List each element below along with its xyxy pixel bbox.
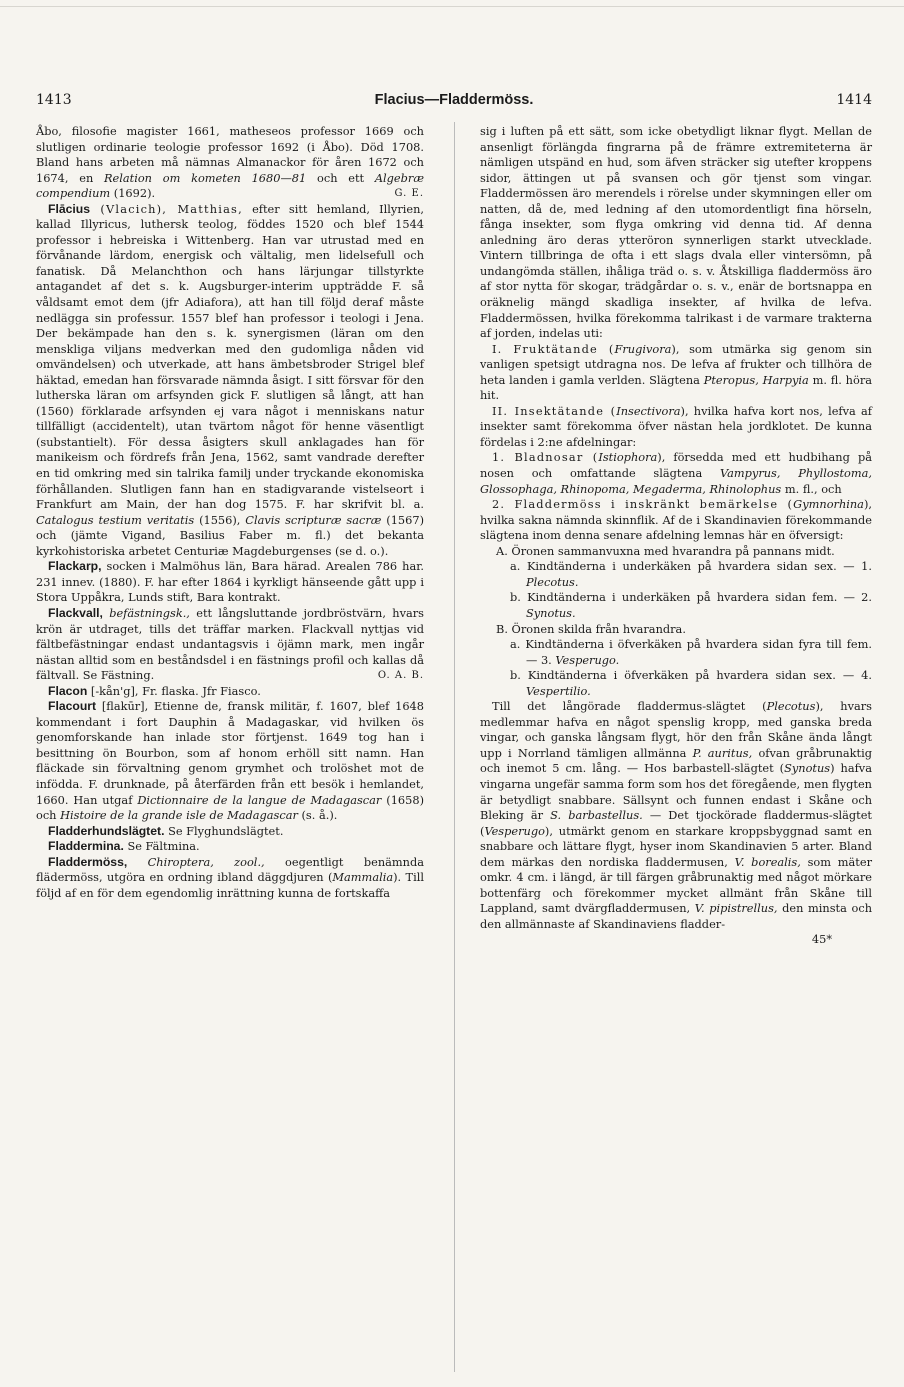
- paragraph: 1. Bladnosar (Istiophora), försedda med ett hudbihang på nosen och omfattande slägtena Vampyrus, Phyllostoma, Glossophaga, Rhinopoma, Megaderma, Rhinolophus m. fl., och: [480, 450, 872, 496]
- key-item: B. Öronen skilda från hvarandra.: [496, 621, 686, 636]
- headword: Flackarp,: [48, 559, 102, 574]
- page-number-left: 1413: [36, 92, 72, 108]
- left-column: [36, 124, 424, 901]
- headword: Flacourt: [48, 699, 97, 714]
- entry-flackvall: Flackvall, befästningsk., ett långsluttande jordbröstvärn, hvars krön är utdraget, tills det träffar marken. Flackvall nyttjas vid fältbefästningar endast undantagsvis i öjämn mark, men ingår nästan alltid som en beståndsdel i en fästnings profil och kallas då fältvall. Se Fästning. O. A. B.: [36, 605, 424, 683]
- paragraph: 2. Fladdermöss i inskränkt bemärkelse (Gymnorhina), hvilka sakna nämnda skinnflik. Af de i Skandinavien förekommande slägtena inom denna senare afdelning lemnas här en öfversigt:: [480, 497, 872, 543]
- entry-flacourt: Flacourt [flakūr], Etienne de, fransk militär, f. 1607, blef 1648 kommendant i fort Dauphin å Madagaskar, vid hvilken ös genomforskande han inlade stor förtjenst. 1649 tog han i besittning ön Bourbon, som af honom erhöll sitt namn. Han fläckade sin förvaltning genom grymhet och trolöshet mot de infödda. F. drunknade, på återfärden från ett besök i hemlandet, 1660. Han utgaf Dictionnaire de la langue de Madagascar (1658) och Histoire de la grande isle de Madagascar (s. å.).: [36, 699, 424, 823]
- right-column: [480, 124, 872, 948]
- headword: Flācius: [48, 201, 90, 216]
- key-item: a. Kindtänderna i underkäken på hvardera sidan sex. — 1. Plecotus.: [510, 559, 872, 589]
- entry-flacon: Flacon [-kån'g], Fr. flaska. Jfr Fiasco.: [48, 683, 261, 698]
- entry-fladderhundslagtet: Fladderhundslägtet. Se Flyghundslägtet.: [48, 823, 284, 838]
- running-head: Flacius—Fladdermöss.: [374, 92, 534, 108]
- page-number-right: 1414: [836, 92, 872, 108]
- author-signature: G. E.: [394, 188, 424, 200]
- paragraph: I. Fruktätande (Frugivora), som utmärka sig genom sin vanligen spetsigt utdragna nos. De lefva af frukter och tillhöra de heta landen i gamla verlden. Slägtena Pteropus, Harpyia m. fl. höra hit.: [480, 341, 873, 403]
- column-divider: [454, 122, 455, 1372]
- headword: Fladdermina.: [48, 839, 124, 854]
- headword: Fladdermöss,: [48, 854, 128, 869]
- headword: Flackvall,: [48, 605, 103, 620]
- headword: Fladderhundslägtet.: [48, 823, 165, 838]
- top-border-rule: [0, 6, 904, 7]
- entry-continuation: Åbo, filosofie magister 1661, matheseos professor 1669 och slutligen ordinarie teologie professor 1692 (i Åbo). Död 1708. Bland hans arbeten må nämnas Almanackor för åren 1672 och 1674, en Relation om kometen 1680—81 och ett Algebræ compendium (1692). G. E.: [36, 124, 424, 201]
- key-item: a. Kindtänderna i öfverkäken på hvardera sidan fyra till fem. — 3. Vesperugo.: [510, 637, 872, 667]
- paragraph: II. Insektätande (Insectivora), hvilka hafva kort nos, lefva af insekter samt förekomma öfver nästan hela jordklotet. De kunna fördelas i 2:ne afdelningar:: [480, 403, 872, 449]
- paragraph: sig i luften på ett sätt, som icke obetydligt liknar flygt. Mellan de ansenligt förlängda fingrarna på de främre extremiteterna är nämligen utspänd en hud, som äfven sträcker sig utefter kroppens sidor, ättingen ut på svansen och gör tjenst som vingar. Fladdermössen äro merendels i rörelse under skymningen eller om natten, då de, med ledning af den utomordentligt fina hörseln, fånga insekter, som flyga omkring vid denna tid. Af denna anledning äro deras ytteröron synnerligen starkt utvecklade. Vintern tillbringa de ofta i ett slags dvala eller vintersömn, på undangömda ställen, ihåliga träd o. s. v. Åtskilliga fladdermöss äro af stor nytta för skogar, trädgårdar o. s. v., enär de bortsnappa en oräknelig mängd skadliga insekter, af hvilka de lefva. Fladdermössen, hvilka förekomma talrikast i de varmare trakterna af jorden, indelas uti:: [480, 124, 872, 341]
- author-signature: O. A. B.: [377, 670, 424, 682]
- printer-signature: 45*: [811, 932, 832, 947]
- entry-fladdermina: Fladdermina. Se Fältmina.: [48, 839, 200, 854]
- entry-flacius: Flācius (Vlacich), Matthias, efter sitt hemland, Illyrien, kallad Illyricus, luthersk teolog, föddes 1520 och blef 1544 professor i hebreiska i Wittenberg. Han var utrustad med en förvånande lärdom, energisk och vältalig, men lidelsefull och fanatisk. Då Melanchthon och hans lärjungar tillstyrkte antagandet af det s. k. Augsburger-interim uppträdde F. så våldsamt emot dem (jfr Adiafora), att han till följd deraf måste nedlägga sin professur. 1557 blef han professor i teologi i Jena. Der bekämpade han den s. k. synergismen (läran om den menskliga viljans medverkan med den gudomliga nåden vid omvändelsen) och utverkade, att hans ämbetsbroder Strigel blef häktad, emedan han försvarade nämnda åsigt. I sitt försvar för den lutherska läran om arfsynden gick F. slutligen så långt, att han (1560) förklarade arfsynden ej vara något i menniskans natur tillfälligt (accidentelt), utan tvärtom något för henne väsentligt (substantielt). För dessa åsigters skull anklagades han för manikeism och fördrefs från Jena, 1562, samt vandrade derefter en tid omkring med sin talrika familj under tryckande ekonomiska förhållanden. Slutligen fann han en stadigvarande vistelseort i Frankfurt am Main, der han dog 1575. F. har skrifvit bl. a. Catalogus testium veritatis (1556), Clavis scripturæ sacræ (1567) och (jämte Vigand, Basilius Faber m. fl.) det bekanta kyrkohistoriska arbetet Centuriæ Magdeburgenses (se d. o.).: [36, 201, 425, 558]
- key-item: A. Öronen sammanvuxna med hvarandra på pannans midt.: [496, 543, 835, 558]
- paragraph: Till det långörade fladdermus-slägtet (Plecotus), hvars medlemmar hafva en något spenslig kropp, med ganska breda vingar, och ganska långsam flygt, hör den från Skåne ända långt upp i Norrland tämligen allmänna P. auritus, ofvan gråbrunaktig och inemot 5 cm. lång. — Hos barbastell-slägtet (Synotus) hafva vingarna ungefär samma form som hos det föregående, men flygten är betydligt snabbare. Sällsynt och funnen endast i Skåne och Bleking är S. barbastellus. — Det tjockörade fladdermus-slägtet (Vesperugo), utmärkt genom en starkare kroppsbyggnad samt en snabbare och lättare flygt, hyser inom Skandinavien 5 arter. Bland dem märkas den nordiska fladdermusen, V. borealis, som mäter omkr. 4 cm. i längd, är till färgen gråbrunaktig med något mörkare bottenfärg och förekommer mycket allmänt från Skåne till Lappland, samt dvärgfladdermusen, V. pipistrellus, den minsta och den allmännaste af Skandinaviens fladder-: [480, 699, 872, 931]
- entry-fladdermoss: Fladdermöss, Chiroptera, zool., oegentligt benämnda flädermöss, utgöra en ordning ibland däggdjuren (Mammalia). Till följd af en för dem egendomlig inrättning kunna de fortskaffa: [36, 854, 424, 900]
- key-item: b. Kindtänderna i underkäken på hvardera sidan fem. — 2. Synotus.: [510, 590, 872, 620]
- key-item: b. Kindtänderna i öfverkäken på hvardera sidan sex. — 4. Vespertilio.: [510, 668, 872, 698]
- page-header: [36, 92, 872, 114]
- headword: Flacon: [48, 683, 88, 698]
- entry-flackarp: Flackarp, socken i Malmöhus län, Bara härad. Arealen 786 har. 231 innev. (1880). F. har efter 1864 i kyrkligt hänseende gått upp i Stora Uppåkra, Lunds stift, Bara kontrakt.: [36, 559, 424, 605]
